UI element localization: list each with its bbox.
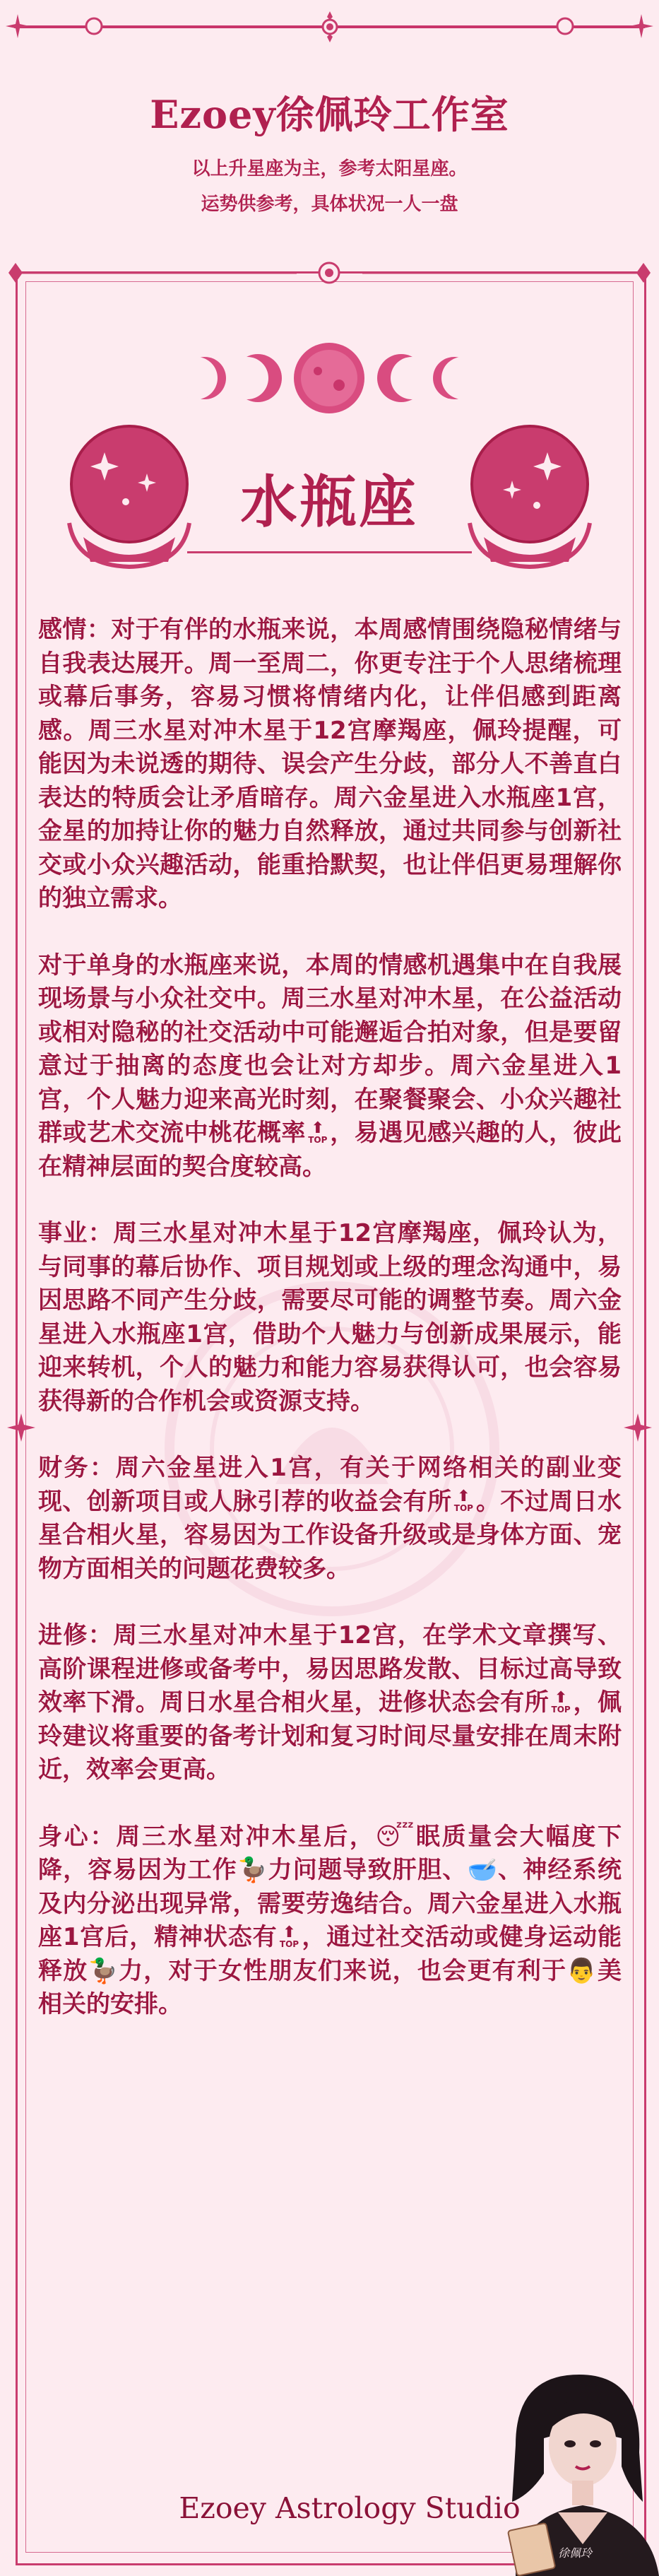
moon-phases-icon bbox=[177, 339, 482, 417]
career-paragraph: 事业：周三水星对冲木星于12宫摩羯座，佩玲认为，与同事的幕后协作、项目规划或上级的理念沟通中，易因思路不同产生分歧，需要尽可能的调整节奏。周六金星进入水瓶座1宫，借助个人魅力与创新成果展示，能迎来转机，个人的魅力和能力容易获得认可，也会容易获得新的合作机会或资源支持。 bbox=[38, 1219, 622, 1416]
star-ornament-icon bbox=[7, 1413, 35, 1442]
up-arrow-top-icon: ⬆ TOP bbox=[453, 1488, 473, 1513]
circle-ornament-icon bbox=[85, 17, 103, 35]
diamond-ornament-icon bbox=[318, 11, 342, 42]
finance-text: 财务：周六金星进入1宫，有关于网络相关的副业变现、创新项目或人脉引荐的收益会有所 bbox=[38, 1454, 622, 1516]
up-arrow-top-icon: ⬆ TOP bbox=[551, 1688, 571, 1715]
up-arrow-top-icon: ⬆ TOP bbox=[308, 1119, 328, 1145]
circle-ornament-icon bbox=[556, 17, 574, 35]
duck-emoji-icon: 🦆 bbox=[237, 1856, 268, 1884]
horoscope-body bbox=[38, 613, 622, 2055]
zodiac-sign-title: 水瓶座 bbox=[240, 469, 419, 535]
love-partnered-paragraph: 感情：对于有伴的水瓶来说，本周感情围绕隐秘情绪与自我表达展开。周一至周二，你更专注于个人思绪梳理或幕后事务，容易习惯将情绪内化，让伴侣感到距离感。周三水星对冲木星于12宫摩羯座，佩玲提醒，可能因为未说透的期待、误会产生分歧，部分人不善直白表达的特质会让矛盾暗存。周六金星进入水瓶座1宫，金星的加持让你的魅力自然释放，通过共同参与创新社交或小众兴趣活动，能重拾默契，也让伴侣更易理解你的独立需求。 bbox=[38, 616, 622, 912]
person-emoji-icon: 👨 bbox=[566, 1956, 598, 1985]
duck-emoji-icon: 🦆 bbox=[88, 1956, 119, 1985]
love-single-text: ，易遇见感兴趣的人，彼此在精神层面的契合度较高。 bbox=[38, 1119, 622, 1181]
sleep-emoji-icon: 😴 bbox=[375, 1822, 416, 1851]
subtitle-line-2: 运势供参考，具体状况一人一盘 bbox=[201, 194, 458, 215]
subtitle-line-1: 以上升星座为主，参考太阳星座。 bbox=[191, 158, 468, 180]
study-text: ，佩玲建议将重要的备考计划和复习时间尽量安排在周末附近，效率会更高。 bbox=[38, 1688, 622, 1784]
star-ornament-icon bbox=[624, 1413, 652, 1442]
love-single-paragraph bbox=[38, 949, 622, 1184]
finance-paragraph bbox=[38, 1452, 622, 1586]
studio-footer: Ezoey Astrology Studio bbox=[179, 2491, 521, 2525]
health-paragraph: 身心：周三水星对冲木星后，😴眠质量会大幅度下降，容易因为工作🦆力问题导致肝胆、🥣、神经系统及内分泌出现异常，需要劳逸结合。周六金星进入水瓶座1宫后，精神状态有 ⬆ TOP ，通过社交活动或健身运动能释放🦆力，对于女性朋友们来说，也会更有利于👨美相关的安排。 bbox=[38, 1822, 622, 2018]
sign-underline bbox=[187, 551, 472, 553]
studio-title: Ezoey徐佩玲工作室 bbox=[150, 92, 509, 137]
up-arrow-top-icon: ⬆ TOP bbox=[279, 1923, 299, 1949]
star-ornament-icon bbox=[629, 14, 653, 38]
frame-top-ornament-icon bbox=[0, 256, 659, 291]
signature: 徐佩玲 bbox=[558, 2546, 593, 2560]
finance-text: 。不过周日水星合相火星，容易因为工作设备升级或是身体方面、宠物方面相关的问题花费较多。 bbox=[38, 1487, 622, 1583]
bowl-emoji-icon: 🥣 bbox=[467, 1856, 499, 1884]
study-text: 进修：周三水星对冲木星于12宫，在学术文章撰写、高阶课程进修或备考中，易因思路发散、目标过高导致效率下滑。周日水星合相火星，进修状态会有所 bbox=[38, 1621, 622, 1717]
star-ornament-icon bbox=[6, 14, 30, 38]
love-single-text: 对于单身的水瓶座来说，本周的情感机遇集中在自我展现场景与小众社交中。周三水星对冲木星，在公益活动或相对隐秘的社交活动中可能邂逅合拍对象，但是要留意过于抽离的态度也会让对方却步。周六金星进入1宫，个人魅力迎来高光时刻，在聚餐聚会、小众兴趣社群或艺术交流中桃花概率 bbox=[38, 951, 622, 1147]
study-paragraph bbox=[38, 1619, 622, 1787]
